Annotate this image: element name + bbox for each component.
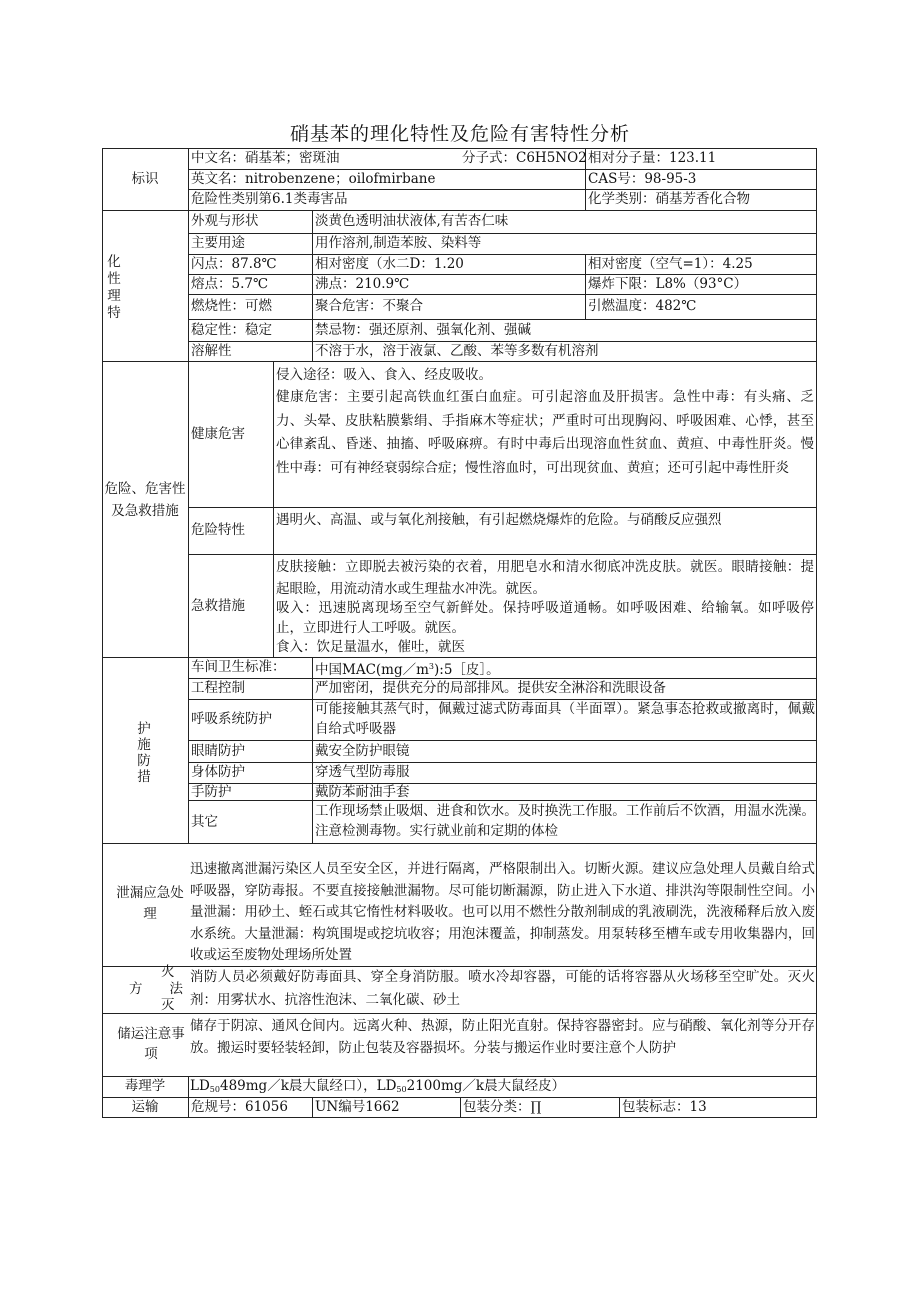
storage-text: 储存于阴凉、通风仓间内。远离火种、热源，防止阳光直射。保持容器密封。应与硝酸、氧化剂等分开存放。搬运时要轻装轻卸，防止包装及容器损坏。分装与搬运作业时要注意个人防护 bbox=[190, 1018, 815, 1056]
molecular-weight: 相对分子量：123.11 bbox=[588, 150, 717, 166]
hazard-class: 危险性类别第6.1类毒害品 bbox=[191, 191, 348, 207]
flash-point: 闪点：87.8℃ bbox=[191, 256, 277, 272]
rule bbox=[188, 554, 817, 555]
boiling-point: 沸点：210.9℃ bbox=[315, 276, 410, 292]
rule bbox=[188, 1076, 189, 1118]
body-protection-value: 穿透气型防毒服 bbox=[315, 764, 410, 780]
density-air: 相对密度（空气=1）：4.25 bbox=[588, 256, 753, 272]
leak-response-text: 迅速撤离泄漏污染区人员至安全区，并进行隔离，严格限制出入。切断火源。建议应急处理人员戴自给式呼吸器，穿防毒报。不要直接接触泄漏物。尽可能切断漏源，防止进入下水道、排洪沟等限制性空间。小量泄漏：用砂土、蛭石或其它惰性材料吸收。也可以用不燃性分散剂制成的乳液刷洗，洗液稀释后放入废水系统。大量泄漏：构筑围堤或挖坑收容；用泡沫覆盖，抑制蒸发。用泵转移至槽车或专用收集器内，回收或运至废物处理场所处置 bbox=[190, 861, 815, 963]
packing-mark: 包装标志：13 bbox=[622, 1099, 707, 1115]
molecular-formula: 分子式：C6H5NO2 bbox=[462, 150, 587, 166]
health-hazard-text: 健康危害：主要引起高铁血红蛋白血症。可引起溶血及肝损害。急性中毒：有头痛、乏力、头晕、皮肤粘膜紫绢、手指麻木等症状；严重时可出现胸闷、呼吸困难、心悸，甚至心律紊乱、昏迷、抽搐、呼吸麻痹。有时中毒后出现溶血性贫血、黄疸、中毒性肝炎。慢性中毒：可有神经衰弱综合症；慢性溶血时，可出现贫血、黄疸；还可引起中毒性肝炎 bbox=[276, 389, 814, 476]
rule bbox=[585, 294, 586, 319]
first-aid-label: 急救措施 bbox=[191, 598, 245, 614]
workplace-standard-label: 车间卫生标准： bbox=[191, 659, 286, 675]
chinese-name: 中文名：硝基苯；密斑油 bbox=[191, 150, 340, 166]
rule bbox=[102, 1013, 817, 1014]
other-protection-label: 其它 bbox=[191, 814, 218, 830]
respiratory-label: 呼吸系统防护 bbox=[191, 711, 272, 727]
msds-table bbox=[102, 148, 817, 1118]
flammability: 燃烧性：可燃 bbox=[191, 298, 272, 314]
solubility-label: 溶解性 bbox=[191, 343, 232, 359]
use-value: 用作溶剂,制造苯胺、染料等 bbox=[315, 235, 482, 251]
solubility-value: 不溶于水，溶于液氯、乙酸、苯等多数有机溶剂 bbox=[315, 343, 599, 359]
section-label-properties: 化 性 理 特 bbox=[107, 254, 121, 321]
route-of-entry: 侵入途径：吸入、食入、经皮吸收。 bbox=[276, 367, 492, 383]
eye-protection-value: 戴安全防护眼镜 bbox=[315, 743, 410, 759]
appearance-label: 外观与形状 bbox=[191, 213, 259, 229]
engineering-control-label: 工程控制 bbox=[191, 680, 245, 696]
health-hazard-label: 健康危害 bbox=[191, 426, 245, 442]
packing-class: 包装分类：∏ bbox=[463, 1099, 542, 1115]
section-label-storage: 储运注意事项 bbox=[117, 1026, 185, 1062]
rule bbox=[460, 1097, 461, 1118]
density-water: 相对密度（水二D：1.20 bbox=[315, 256, 464, 272]
ignition-temperature: 引燃温度：482℃ bbox=[588, 298, 697, 314]
rule bbox=[188, 740, 817, 741]
rule bbox=[273, 361, 274, 657]
rule bbox=[188, 148, 189, 843]
body-protection-label: 身体防护 bbox=[191, 764, 245, 780]
firefighting-text: 消防人员必须戴好防毒面具、穿全身消防服。喷水冷却容器，可能的话将容器从火场移至空旷处。灭火剂：用雾状水、抗溶性泡沫、二氧化碳、砂土 bbox=[190, 969, 815, 1008]
first-aid-ingest: 食入：饮足量温水，催吐，就医 bbox=[276, 639, 465, 655]
rule bbox=[188, 507, 817, 508]
use-label: 主要用途 bbox=[191, 235, 245, 251]
toxicology-value: $LD_{50}489mg/k$晨大鼠经口），$LD_{50}2100mg/k$晨大鼠经皮） bbox=[190, 1078, 566, 1094]
un-number: UN编号1662 bbox=[315, 1099, 400, 1115]
section-label-transport: 运输 bbox=[131, 1099, 159, 1115]
first-aid-skin: 皮肤接触：立即脱去被污染的衣着，用肥皂水和清水彻底冲洗皮肤。就医。眼睛接触：提起眼睑，用流动清水或生理盐水冲洗。就医。 bbox=[276, 559, 814, 597]
rule bbox=[585, 254, 586, 294]
rule bbox=[312, 657, 313, 843]
rule bbox=[188, 294, 817, 295]
dangerous-goods-code: 危规号：61056 bbox=[191, 1099, 288, 1115]
eye-protection-label: 眼睛防护 bbox=[191, 743, 245, 759]
danger-text: 遇明火、高温、或与氧化剂接触，有引起燃烧爆炸的危险。与硝酸反应强烈 bbox=[276, 512, 722, 528]
page-title: 硝基苯的理化特性及危险有害特性分析 bbox=[289, 123, 630, 145]
section-label-fire-b: 方 法 bbox=[129, 981, 183, 997]
rule bbox=[188, 762, 817, 763]
chemical-class: 化学类别：硝基芳香化合物 bbox=[588, 191, 750, 207]
rule bbox=[816, 148, 817, 1118]
section-label-toxicology: 毒理学 bbox=[124, 1078, 166, 1094]
melting-point: 熔点：5.7℃ bbox=[191, 276, 269, 292]
rule bbox=[312, 210, 313, 361]
engineering-control-value: 严加密闭，提供充分的局部排风。提供安全淋浴和洗眼设备 bbox=[315, 680, 666, 696]
respiratory-value: 可能接触其蒸气时，佩戴过滤式防毒面具（半面罩）。紧急事态抢救或撤离时，佩戴自给式呼吸器 bbox=[315, 701, 815, 737]
cas-number: CAS号：98-95-3 bbox=[588, 171, 697, 187]
polymerization-hazard: 聚合危害：不聚合 bbox=[315, 298, 423, 314]
rule bbox=[102, 843, 817, 844]
appearance-value: 淡黄色透明油状液体,有苦杏仁味 bbox=[315, 213, 509, 229]
stability: 稳定性：稳定 bbox=[191, 322, 272, 338]
hand-protection-label: 手防护 bbox=[191, 784, 232, 800]
lower-explosive-limit: 爆炸下限：L8%（93°C） bbox=[588, 276, 748, 292]
section-label-hazard: 危险、危害性及急救措施 bbox=[104, 481, 186, 519]
rule bbox=[619, 1097, 620, 1118]
hand-protection-value: 戴防苯耐油手套 bbox=[315, 784, 410, 800]
rule bbox=[188, 783, 817, 784]
section-label-identification: 标识 bbox=[131, 171, 159, 187]
danger-label: 危险特性 bbox=[191, 522, 245, 538]
section-label-leak: 泄漏应急处理 bbox=[116, 885, 184, 922]
rule bbox=[312, 1097, 313, 1118]
section-label-fire-a: 火 bbox=[161, 964, 175, 980]
workplace-standard-value: 中国$MAC(mg/m^3):5[$皮］。 bbox=[315, 662, 500, 678]
rule bbox=[102, 361, 817, 362]
section-label-fire-c: 灭 bbox=[161, 997, 175, 1013]
first-aid-inhale: 吸入：迅速脱离现场至空气新鲜处。保持呼吸道通畅。如呼吸困难、给输氧。如呼吸停止，立即进行人工呼吸。就医。 bbox=[276, 600, 814, 636]
incompatibles: 禁忌物：强还原剂、强氧化剂、强碱 bbox=[315, 322, 531, 338]
section-label-protection: 护 施 防 措 bbox=[137, 721, 151, 785]
english-name: 英文名：nitrobenzene；oilofmirbane bbox=[191, 171, 436, 187]
rule bbox=[188, 233, 817, 234]
other-protection-value: 工作现场禁止吸烟、进食和饮水。及时换洗工作服。工作前后不饮酒，用温水洗澡。注意检测毒物。实行就业前和定期的体检 bbox=[315, 803, 815, 839]
